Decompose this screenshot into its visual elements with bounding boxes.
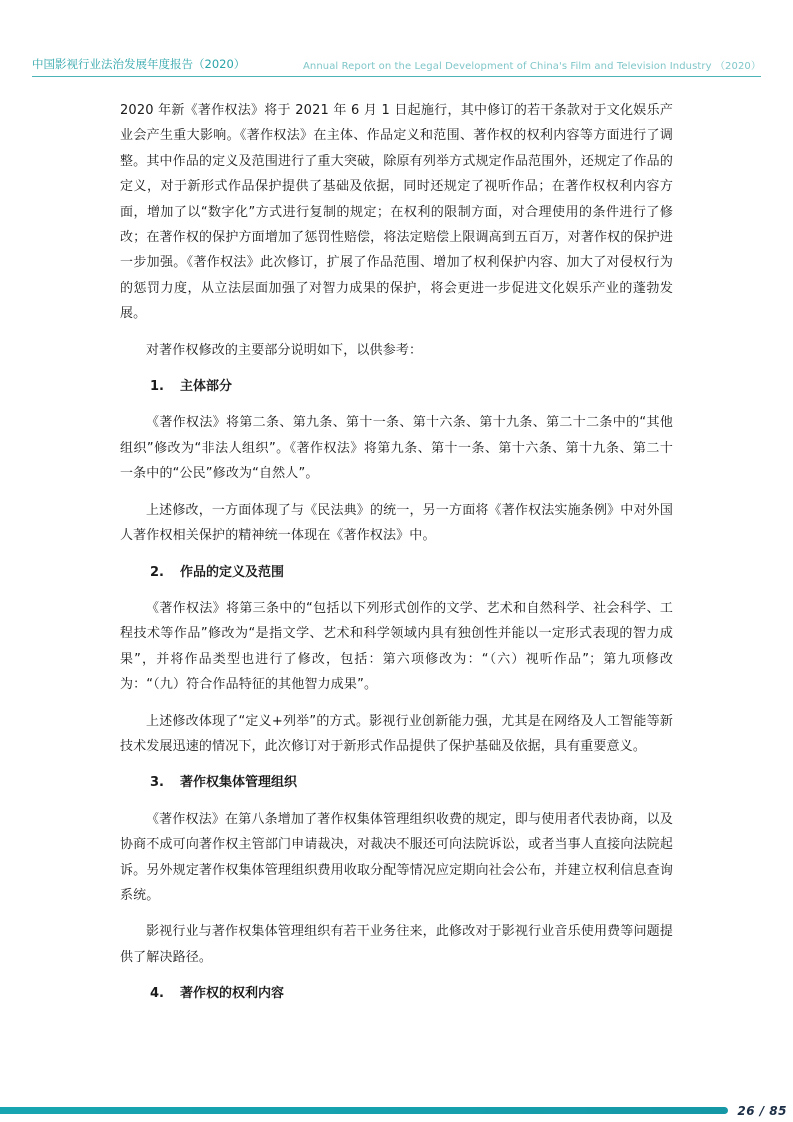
- section-number: 3.: [150, 775, 164, 791]
- section-title: 著作权的权利内容: [180, 986, 285, 1002]
- section-title: 著作权集体管理组织: [180, 775, 298, 791]
- header-title-chinese: 中国影视行业法治发展年度报告（2020）: [32, 57, 246, 71]
- header-title-english: Annual Report on the Legal Development of China's Film and Television Industry （2020）: [302, 61, 761, 72]
- section-number: 4.: [150, 986, 164, 1002]
- running-header: [32, 56, 761, 74]
- section-title: 主体部分: [180, 379, 233, 395]
- section-heading-collective-management: [120, 770, 673, 795]
- paragraph-subject-changes: 《著作权法》将第二条、第九条、第十一条、第十六条、第十九条、第二十二条中的“其他组织”修改为“非法人组织”。《著作权法》将第九条、第十一条、第十六条、第十九条、第二十一条中的“公民”修改为“自然人”。: [120, 415, 673, 482]
- page-number: 26 / 85: [737, 1104, 787, 1118]
- section-number: 2.: [150, 564, 164, 580]
- section-heading-rights-content: [120, 981, 673, 1006]
- section-heading-subject: [120, 374, 673, 399]
- section-title: 作品的定义及范围: [180, 564, 285, 580]
- paragraph-work-definition-analysis: 上述修改体现了“定义+列举”的方式。影视行业创新能力强，尤其是在网络及人工智能等新技术发展迅速的情况下，此次修订对于新形式作品提供了保护基础及依据，具有重要意义。: [120, 713, 673, 754]
- section-number: 1.: [150, 379, 164, 395]
- paragraph-work-definition-changes: 《著作权法》将第三条中的“包括以下列形式创作的文学、艺术和自然科学、社会科学、工程技术等作品”修改为“是指文学、艺术和科学领域内具有独创性并能以一定形式表现的智力成果”，并将作品类型也进行了修改，包括：第六项修改为：“（六）视听作品”；第九项修改为：“（九）符合作品特征的其他智力成果”。: [120, 600, 673, 693]
- paragraph-collective-management-changes: 《著作权法》在第八条增加了著作权集体管理组织收费的规定，即与使用者代表协商，以及协商不成可向著作权主管部门申请裁决，对裁决不服还可向法院诉讼，或者当事人直接向法院起诉。另外规定著作权集体管理组织费用收取分配等情况应定期向社会公布，并建立权利信息查询系统。: [120, 811, 673, 903]
- footer-accent-bar: [0, 1107, 728, 1114]
- paragraph-collective-management-analysis: 影视行业与著作权集体管理组织有若干业务往来，此修改对于影视行业音乐使用费等问题提供了解决路径。: [120, 924, 673, 965]
- paragraph-overview: 对著作权修改的主要部分说明如下，以供参考：: [146, 342, 423, 358]
- section-heading-work-definition: [120, 560, 673, 585]
- paragraph-subject-analysis: 上述修改，一方面体现了与《民法典》的统一，另一方面将《著作权法实施条例》中对外国人著作权相关保护的精神统一体现在《著作权法》中。: [120, 502, 673, 544]
- page-body: [120, 98, 673, 1018]
- paragraph-intro: 2020 年新《著作权法》将于 2021 年 6 月 1 日起施行，其中修订的若干条款对于文化娱乐产业会产生重大影响。《著作权法》在主体、作品定义和范围、著作权的权利内容等方面进行了调整。其中作品的定义及范围进行了重大突破，除原有列举方式规定作品范围外，还规定了作品的定义，对于新形式作品保护提供了基础及依据，同时还规定了视听作品；在著作权权利内容方面，增加了以“数字化”方式进行复制的规定；在权利的限制方面，对合理使用的条件进行了修改；在著作权的保护方面增加了惩罚性赔偿，将法定赔偿上限调高到五百万，对著作权的保护进一步加强。《著作权法》此次修订，扩展了作品范围、增加了权利保护内容、加大了对侵权行为的惩罚力度，从立法层面加强了对智力成果的保护，将会更进一步促进文化娱乐产业的蓬勃发展。: [120, 103, 673, 322]
- header-divider: [32, 76, 761, 77]
